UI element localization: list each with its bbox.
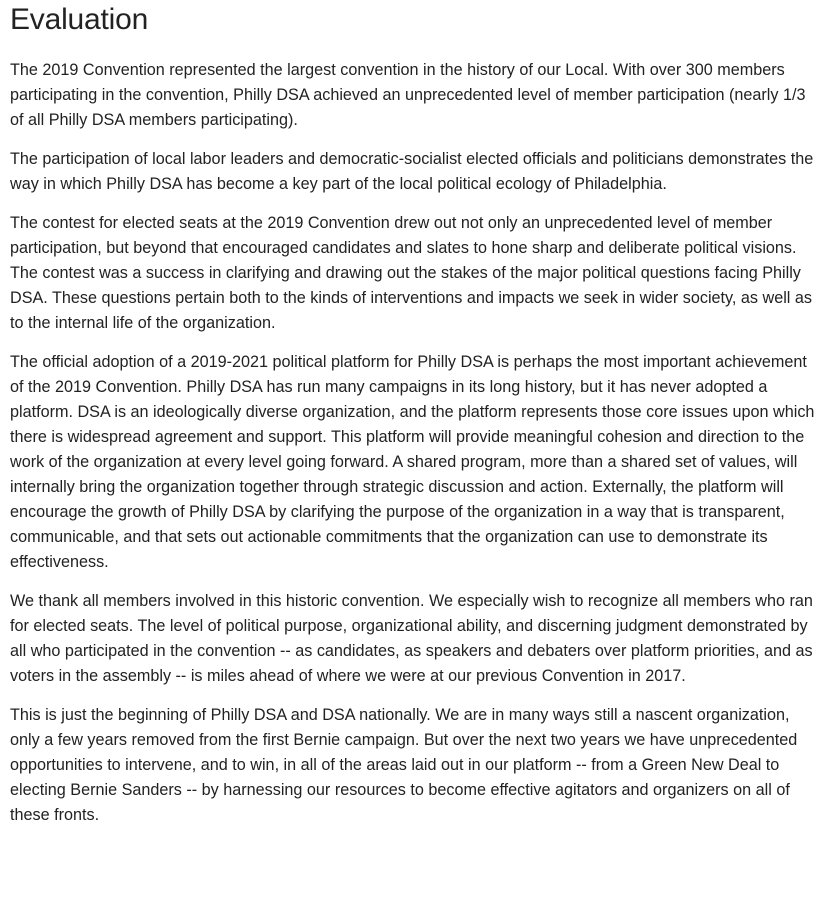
paragraph-elected-seats-contest: The contest for elected seats at the 2019 Convention drew out not only an unprecedented level of member participation, but beyond that encouraged candidates and slates to hone sharp and deliberate political visions. The contest was a success in clarifying and drawing out the stakes of the major political questions facing Philly DSA. These questions pertain both to the kinds of interventions and impacts we seek in wider society, as well as to the internal life of the organization. [10, 214, 812, 332]
paragraph-local-leaders: The participation of local labor leaders and democratic-socialist elected officials and politicians demonstrates the way in which Philly DSA has become a key part of the local political ecology of Philadelphia. [10, 150, 814, 193]
page-title: Evaluation [10, 3, 149, 36]
paragraph-convention-size: The 2019 Convention represented the largest convention in the history of our Local. With over 300 members participating in the convention, Philly DSA achieved an unprecedented level of member participation (nearly 1/3 of all Philly DSA members participating). [10, 61, 806, 129]
paragraph-thanks: We thank all members involved in this historic convention. We especially wish to recognize all members who ran for elected seats. The level of political purpose, organizational ability, and discerning judgment demonstrated by all who participated in the convention -- as candidates, as speakers and debaters over platform priorities, and as voters in the assembly -- is miles ahead of where we were at our previous Convention in 2017. [10, 592, 813, 685]
paragraph-beginning: This is just the beginning of Philly DSA and DSA nationally. We are in many ways still a nascent organization, only a few years removed from the first Bernie campaign. But over the next two years we have unprecedented opportunities to intervene, and to win, in all of the areas laid out in our platform -- from a Green New Deal to electing Bernie Sanders -- by harnessing our resources to become effective agitators and organizers on all of these fronts. [10, 706, 798, 824]
paragraph-platform-adoption: The official adoption of a 2019-2021 political platform for Philly DSA is perhaps the most important achievement of the 2019 Convention. Philly DSA has run many campaigns in its long history, but it has never adopted a platform. DSA is an ideologically diverse organization, and the platform represents those core issues upon which there is widespread agreement and support. This platform will provide meaningful cohesion and direction to the work of the organization at every level going forward. A shared program, more than a shared set of values, will internally bring the organization together through strategic discussion and action. Externally, the platform will encourage the growth of Philly DSA by clarifying the purpose of the organization in a way that is transparent, communicable, and that sets out actionable commitments that the organization can use to demonstrate its effectiveness. [10, 353, 815, 571]
